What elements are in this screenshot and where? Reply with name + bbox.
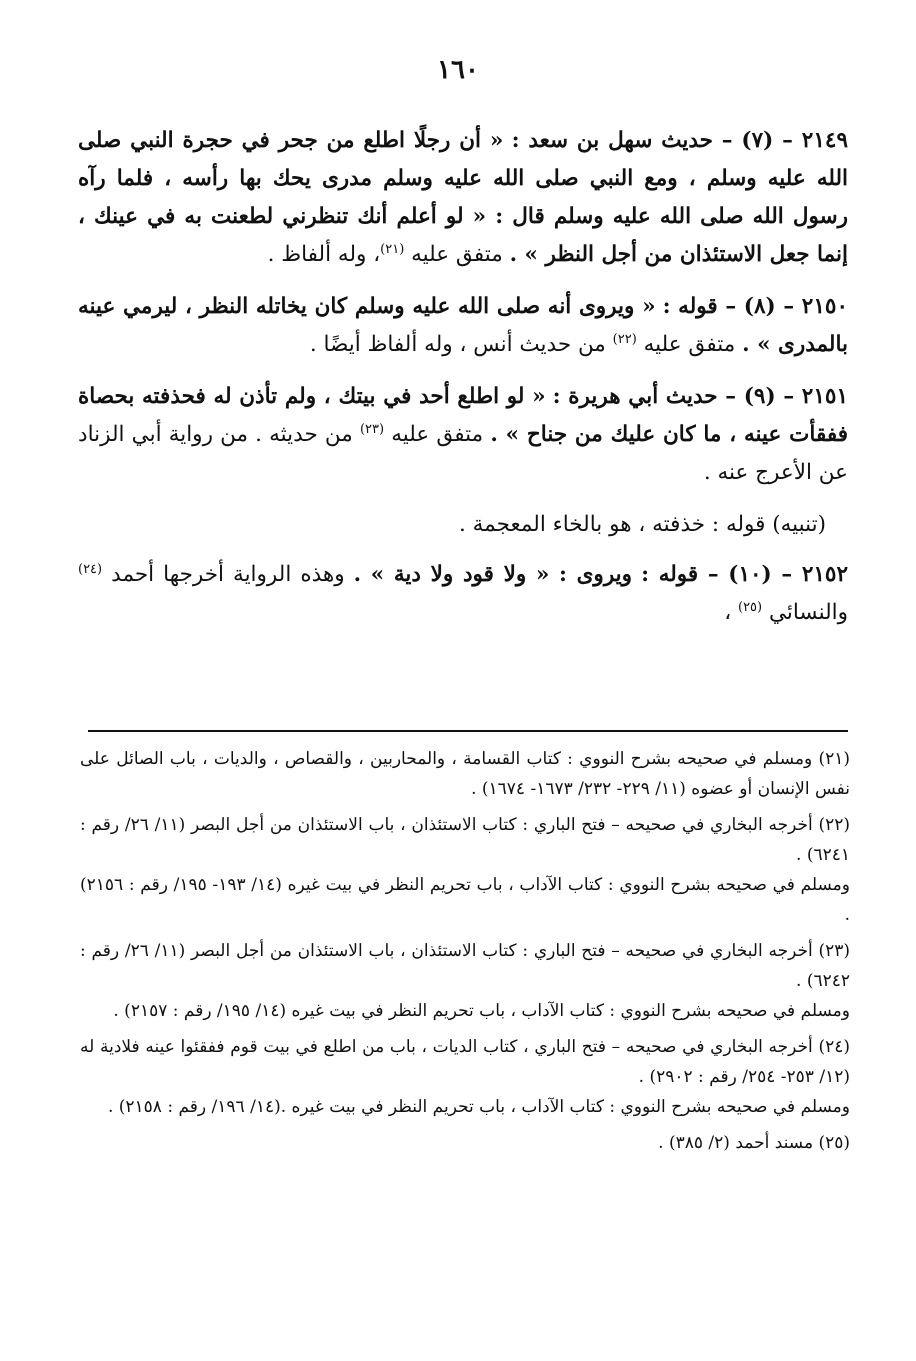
attribution: متفق عليه	[391, 422, 484, 447]
footnote-22	[80, 810, 850, 930]
hadith-2150	[78, 288, 848, 364]
footnote-ref: (٢١)	[380, 241, 405, 257]
attribution-tail: من حديثه . من رواية أبي الزناد عن الأعرج عنه .	[78, 422, 848, 485]
footnote-continuation: ومسلم في صحيحه بشرح النووي : كتاب الآداب ، باب تحريم النظر في بيت غيره (١٤/ ١٩٥/ رقم : ٢١٥٧) .	[113, 1001, 850, 1021]
hadith-text: « لو اطلع أحد في بيتك ، ولم تأذن له فحذفته بحصاة ففقأت عينه ، ما كان عليك من جناح » .	[78, 384, 848, 447]
hadith-number: ٢١٥٢ – (١٠) – قوله :	[641, 562, 849, 587]
footnote-text: (٢٥) مسند أحمد (٢/ ٣٨٥) .	[658, 1133, 850, 1153]
main-text	[78, 122, 848, 646]
hadith-text: « ويروى أنه صلى الله عليه وسلم كان يخاتله النظر ، ليرمي عينه بالمدرى » .	[78, 294, 848, 357]
footnote-ref: (٢٤)	[78, 561, 103, 577]
hadith-text: « أن رجلًا اطلع من جحر في حجرة النبي صلى الله عليه وسلم ، ومع النبي صلى الله عليه وسلم مدرى يحك بها رأسه ، فلما رآه رسول الله صلى الله عليه وسلم قال : « لو أعلم أنك تنظرني لطعنت به في عينك ، إنما جعل الاستئذان من أجل النظر » .	[78, 128, 848, 267]
footnote-continuation: ومسلم في صحيحه بشرح النووي : كتاب الآداب ، باب تحريم النظر في بيت غيره .(١٤/ ١٩٦/ رقم : ٢١٥٨) .	[107, 1097, 850, 1117]
attribution-tail: من حديث أنس ، وله ألفاظ أيضًا .	[309, 332, 606, 357]
footnote-divider	[88, 730, 848, 732]
attribution: متفق عليه	[411, 242, 503, 267]
source-text: وهذه الرواية أخرجها أحمد	[111, 562, 345, 587]
source-end: ،	[724, 600, 732, 625]
footnote-24	[80, 1032, 850, 1122]
hadith-number: ٢١٥٠ – (٨) – قوله :	[662, 294, 848, 319]
footnote-21	[80, 744, 850, 804]
footnote-text: (٢٤) أخرجه البخاري في صحيحه – فتح الباري ، كتاب الديات ، باب من اطلع في بيت قوم ففقئوا عينه فلادية له (١٢/ ٢٥٣- ٢٥٤/ رقم : ٢٩٠٢) .	[80, 1037, 850, 1087]
attribution: متفق عليه	[643, 332, 736, 357]
footnote-ref: (٢٢)	[612, 331, 637, 347]
footnote-text: (٢٢) أخرجه البخاري في صحيحه – فتح الباري : كتاب الاستئذان ، باب الاستئذان من أجل البصر (١١/ ٢٦/ رقم : ٦٢٤١) .	[80, 815, 850, 865]
hadith-2152	[78, 556, 848, 632]
footnote-25	[80, 1128, 850, 1158]
hadith-2149	[78, 122, 848, 274]
hadith-number: ٢١٥١ – (٩) – حديث أبي هريرة :	[552, 384, 848, 409]
footnote-text: (٢١) ومسلم في صحيحه بشرح النووي : كتاب القسامة ، والمحاربين ، والقصاص ، والديات ، باب الصائل على نفس الإنسان أو عضوه (١١/ ٢٢٩- ٢٣٢/ ١٦٧٣- ١٦٧٤) .	[80, 749, 850, 799]
footnotes	[80, 744, 850, 1164]
footnote-text: (٢٣) أخرجه البخاري في صحيحه – فتح الباري : كتاب الاستئذان ، باب الاستئذان من أجل البصر (١١/ ٢٦/ رقم : ٦٢٤٢) .	[80, 941, 850, 991]
hadith-number: ٢١٤٩ – (٧) – حديث سهل بن سعد :	[511, 128, 848, 153]
footnote-ref: (٢٥)	[738, 599, 763, 615]
footnote-23	[80, 936, 850, 1026]
hadith-2151	[78, 378, 848, 492]
source-text: والنسائي	[768, 600, 848, 625]
attribution-tail: ، وله ألفاظ .	[267, 242, 381, 267]
hadith-text: ويروى : « ولا قود ولا دية » .	[353, 562, 633, 587]
tanbih-note: (تنبيه) قوله : خذفته ، هو بالخاء المعجمة .	[458, 512, 826, 537]
page-number: ١٦٠	[437, 55, 479, 85]
footnote-continuation: ومسلم في صحيحه بشرح النووي : كتاب الآداب ، باب تحريم النظر في بيت غيره (١٤/ ١٩٣- ١٩٥/ رقم : ٢١٥٦) .	[80, 875, 851, 925]
footnote-ref: (٢٣)	[359, 421, 385, 437]
